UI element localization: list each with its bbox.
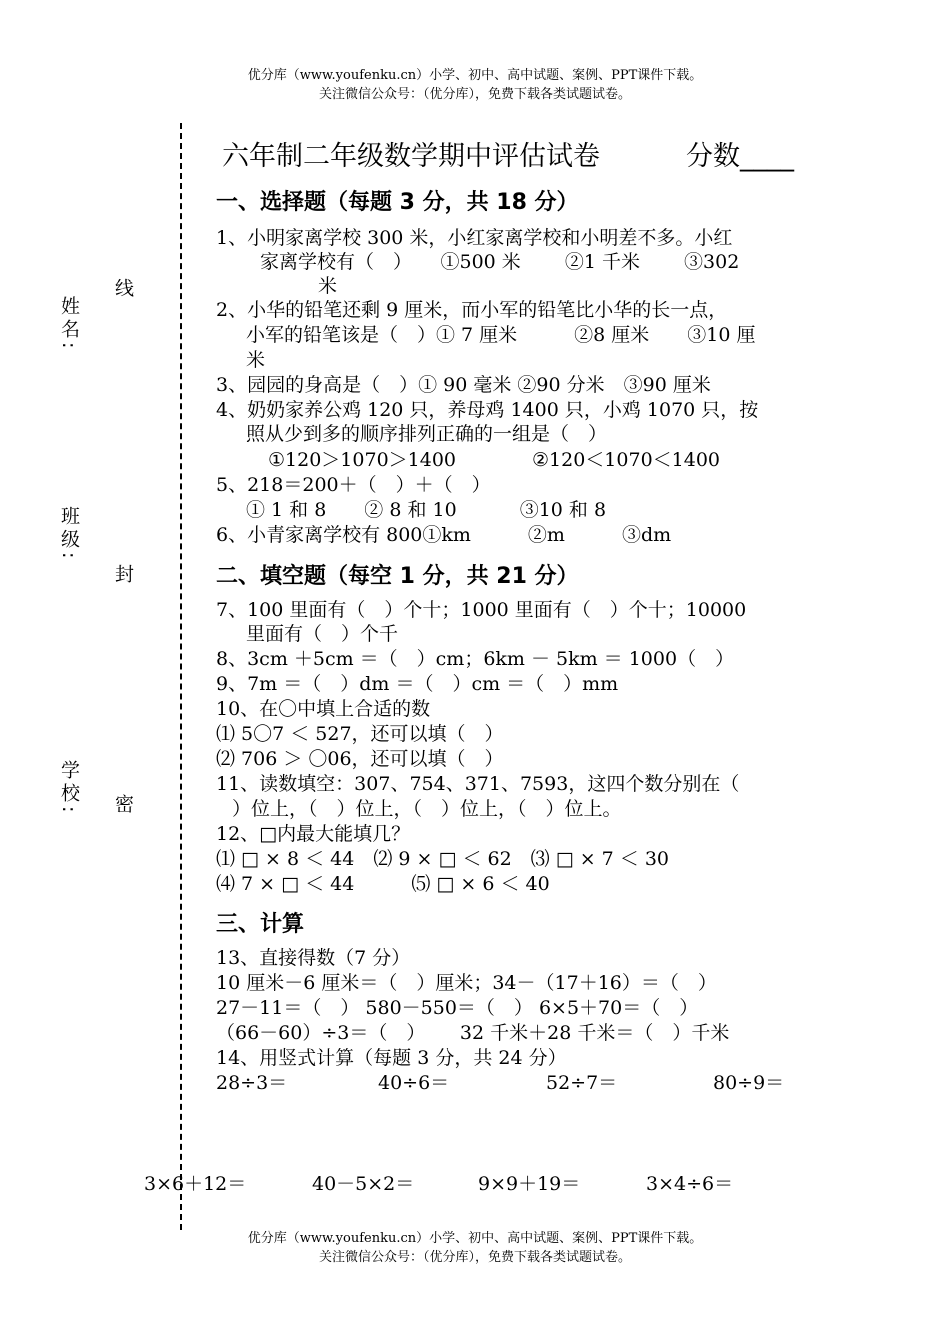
question-line: ⑴ □ × 8 ＜ 44 ⑵ 9 × □ ＜ 62 ⑶ □ × 7 ＜ 30 — [216, 848, 670, 870]
calc-item: 28÷3＝ — [216, 1072, 288, 1094]
question-line: 家离学校有（ ） ①500 米 ②1 千米 ③302 — [260, 251, 740, 273]
footer-line-2: 关注微信公众号：（优分库），免费下载各类试题试卷。 — [318, 1250, 631, 1265]
score-field: 分数____ — [686, 141, 794, 172]
section-1-heading: 一、选择题（每题 3 分，共 18 分） — [216, 190, 579, 215]
question-line: 7、100 里面有（ ）个十；1000 里面有（ ）个十；10000 — [216, 599, 747, 621]
question-line: 11、读数填空：307、754、371、7593，这四个数分别在（ — [216, 773, 740, 795]
question-line: 2、小华的铅笔还剩 9 厘米，而小军的铅笔比小华的长一点， — [216, 299, 728, 321]
footer-line-1: 优分库（www.youfenku.cn）小学、初中、高中试题、案例、PPT课件下载。 — [247, 1231, 703, 1246]
question-line: 12、□内最大能填几？ — [216, 823, 411, 845]
header-line-1: 优分库（www.youfenku.cn）小学、初中、高中试题、案例、PPT课件下载。 — [247, 68, 703, 83]
question-line: 1、小明家离学校 300 米，小红家离学校和小明差不多。小红 — [216, 227, 733, 249]
section-2-heading: 二、填空题（每空 1 分，共 21 分） — [216, 564, 579, 589]
calc-item: 80÷9＝ — [713, 1072, 785, 1094]
class-label: 班级: — [58, 506, 80, 563]
question-line: ⑴ 5〇7 ＜ 527，还可以填（ ） — [216, 723, 504, 745]
question-line: 10 厘米－6 厘米＝（ ）厘米；34－（17＋16）＝（ ） — [216, 972, 717, 994]
question-line: ①120＞1070＞1400 ②120＜1070＜1400 — [268, 449, 721, 471]
calc-item: 3×6＋12＝ — [144, 1173, 247, 1195]
question-line: 5、218＝200＋（ ）＋（ ） — [216, 474, 491, 496]
question-line: 小军的铅笔该是（ ）① 7 厘米 ②8 厘米 ③10 厘 — [246, 324, 756, 346]
page-title: 六年制二年级数学期中评估试卷 — [222, 141, 600, 172]
section-3-heading: 三、计算 — [216, 912, 305, 937]
seal-line-char: 线 — [112, 278, 134, 301]
name-label: 姓名: — [58, 296, 80, 353]
calc-item: 40－5×2＝ — [312, 1173, 415, 1195]
question-line: 里面有（ ）个千 — [246, 623, 399, 645]
question-line: （66－60）÷3＝（ ） 32 千米＋28 千米＝（ ）千米 — [216, 1022, 730, 1044]
question-line: ）位上，（ ）位上，（ ）位上，（ ）位上。 — [232, 798, 622, 820]
calc-item: 3×4÷6＝ — [646, 1173, 734, 1195]
seal-mi-char: 密 — [112, 794, 134, 817]
header-line-2: 关注微信公众号：（优分库），免费下载各类试题试卷。 — [318, 87, 631, 102]
question-line: 13、直接得数（7 分） — [216, 947, 411, 969]
question-line: 4、奶奶家养公鸡 120 只，养母鸡 1400 只，小鸡 1070 只，按 — [216, 399, 759, 421]
seal-feng-char: 封 — [112, 564, 134, 587]
question-line: 照从少到多的顺序排列正确的一组是（ ） — [246, 423, 608, 445]
question-line: 27－11＝（ ） 580－550＝（ ） 6×5＋70＝（ ） — [216, 997, 699, 1019]
question-line: 10、在〇中填上合适的数 — [216, 698, 431, 720]
calc-item: 52÷7＝ — [546, 1072, 618, 1094]
calc-item: 40÷6＝ — [378, 1072, 450, 1094]
question-line: 8、3cm ＋5cm ＝（ ）cm；6km － 5km ＝ 1000（ ） — [216, 648, 735, 670]
question-line: 9、7m ＝（ ）dm ＝（ ）cm ＝（ ）mm — [216, 673, 619, 695]
question-line: ① 1 和 8 ② 8 和 10 ③10 和 8 — [246, 499, 607, 521]
question-line: 米 — [246, 349, 266, 371]
question-line: ⑷ 7 × □ ＜ 44 ⑸ □ × 6 ＜ 40 — [216, 873, 550, 895]
question-line: 3、园园的身高是（ ）① 90 毫米 ②90 分米 ③90 厘米 — [216, 374, 711, 396]
question-line: ⑵ 706 ＞ 〇06，还可以填（ ） — [216, 748, 504, 770]
binding-dashed-line — [180, 123, 182, 1230]
question-line: 6、小青家离学校有 800①km ②m ③dm — [216, 524, 672, 546]
question-line: 14、用竖式计算（每题 3 分，共 24 分） — [216, 1047, 567, 1069]
question-line: 米 — [318, 275, 338, 297]
calc-item: 9×9＋19＝ — [478, 1173, 581, 1195]
school-label: 学校: — [58, 760, 80, 817]
